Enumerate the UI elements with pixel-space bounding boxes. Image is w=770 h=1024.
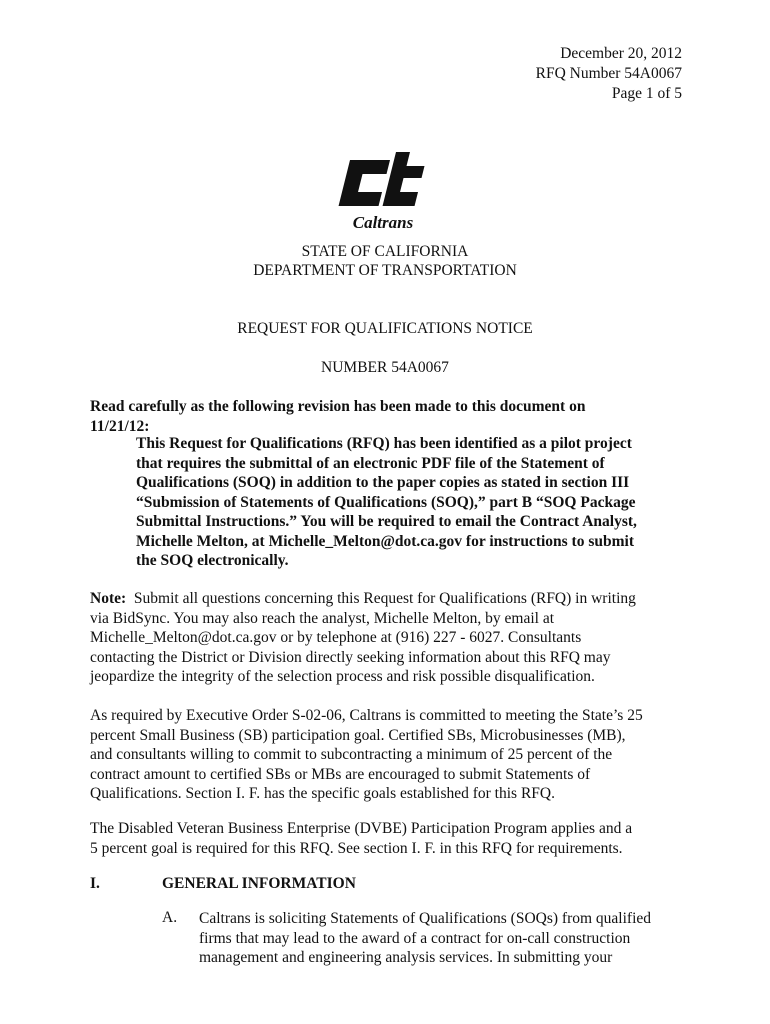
svg-text:Caltrans: Caltrans (352, 213, 414, 232)
item-letter: A. (162, 909, 178, 926)
revision-lead-date: 11/21/12: (90, 417, 150, 435)
executive-order-line: and consultants willing to commit to subcontracting a minimum of 25 percent of the (90, 746, 613, 763)
notice-title: REQUEST FOR QUALIFICATIONS NOTICE (237, 320, 533, 337)
revision-line: “Submission of Statements of Qualifications (SOQ),” part B “SOQ Package (136, 493, 636, 511)
section-number: I. (90, 875, 100, 892)
revision-line: Submittal Instructions.” You will be required to email the Contract Analyst, (136, 513, 637, 530)
notice-number: NUMBER 54A0067 (321, 359, 449, 376)
note-line: via BidSync. You may also reach the analyst, Michelle Melton, by email at (90, 609, 555, 627)
executive-order-line: As required by Executive Order S-02-06, Caltrans is committed to meeting the State’s 25 (90, 707, 643, 724)
item-line: firms that may lead to the award of a contract for on-call construction (199, 929, 631, 947)
note-paragraph (90, 589, 690, 687)
executive-order-line: contract amount to certified SBs or MBs are encouraged to submit Statements of (90, 765, 591, 783)
item-line: Caltrans is soliciting Statements of Qualifications (SOQs) from qualified (199, 910, 652, 927)
item-line: management and engineering analysis services. In submitting your (199, 949, 613, 966)
revision-line: Qualifications (SOQ) in addition to the paper copies as stated in section III (136, 474, 630, 491)
dvbe-paragraph (90, 819, 690, 858)
caltrans-logo-icon (330, 152, 436, 234)
revision-lead-line: Read carefully as the following revision has been made to this document on (90, 398, 586, 415)
note-line: Michelle_Melton@dot.ca.gov or by telephone at (916) 227 - 6027. Consultants (90, 629, 582, 646)
executive-order-line: percent Small Business (SB) participation goal. Certified SBs, Microbusinesses (MB), (90, 726, 626, 744)
note-first-line-text: Submit all questions concerning this Request for Qualifications (RFQ) in writing (126, 590, 636, 607)
dvbe-line: The Disabled Veteran Business Enterprise (DVBE) Participation Program applies and a (90, 820, 633, 837)
item-a-text (199, 909, 699, 968)
note-label: Note: (90, 590, 127, 607)
state-name: STATE OF CALIFORNIA (301, 243, 469, 260)
note-line: contacting the District or Division directly seeking information about this RFQ may (90, 648, 611, 666)
department-name: DEPARTMENT OF TRANSPORTATION (253, 262, 517, 279)
executive-order-line: Qualifications. Section I. F. has the specific goals established for this RFQ. (90, 785, 555, 802)
revision-line: the SOQ electronically. (136, 552, 289, 569)
executive-order-paragraph (90, 706, 690, 804)
dvbe-line: 5 percent goal is required for this RFQ. See section I. F. in this RFQ for requirements. (90, 839, 623, 857)
revision-line: Michelle Melton, at Michelle_Melton@dot.ca.gov for instructions to submit (136, 532, 634, 550)
agency-block (0, 242, 770, 280)
header-page-number: Page 1 of 5 (611, 85, 682, 102)
note-first-line (90, 589, 690, 609)
revision-line: This Request for Qualifications (RFQ) has been identified as a pilot project (136, 435, 632, 452)
section-title: GENERAL INFORMATION (162, 875, 356, 892)
header-rfq-number: RFQ Number 54A0067 (535, 65, 682, 82)
note-line: jeopardize the integrity of the selection process and risk possible disqualification. (90, 668, 595, 685)
document-header (536, 44, 682, 104)
revision-lead (90, 397, 690, 436)
revision-body (136, 434, 696, 571)
header-date: December 20, 2012 (560, 45, 682, 62)
revision-line: that requires the submittal of an electronic PDF file of the Statement of (136, 454, 605, 472)
